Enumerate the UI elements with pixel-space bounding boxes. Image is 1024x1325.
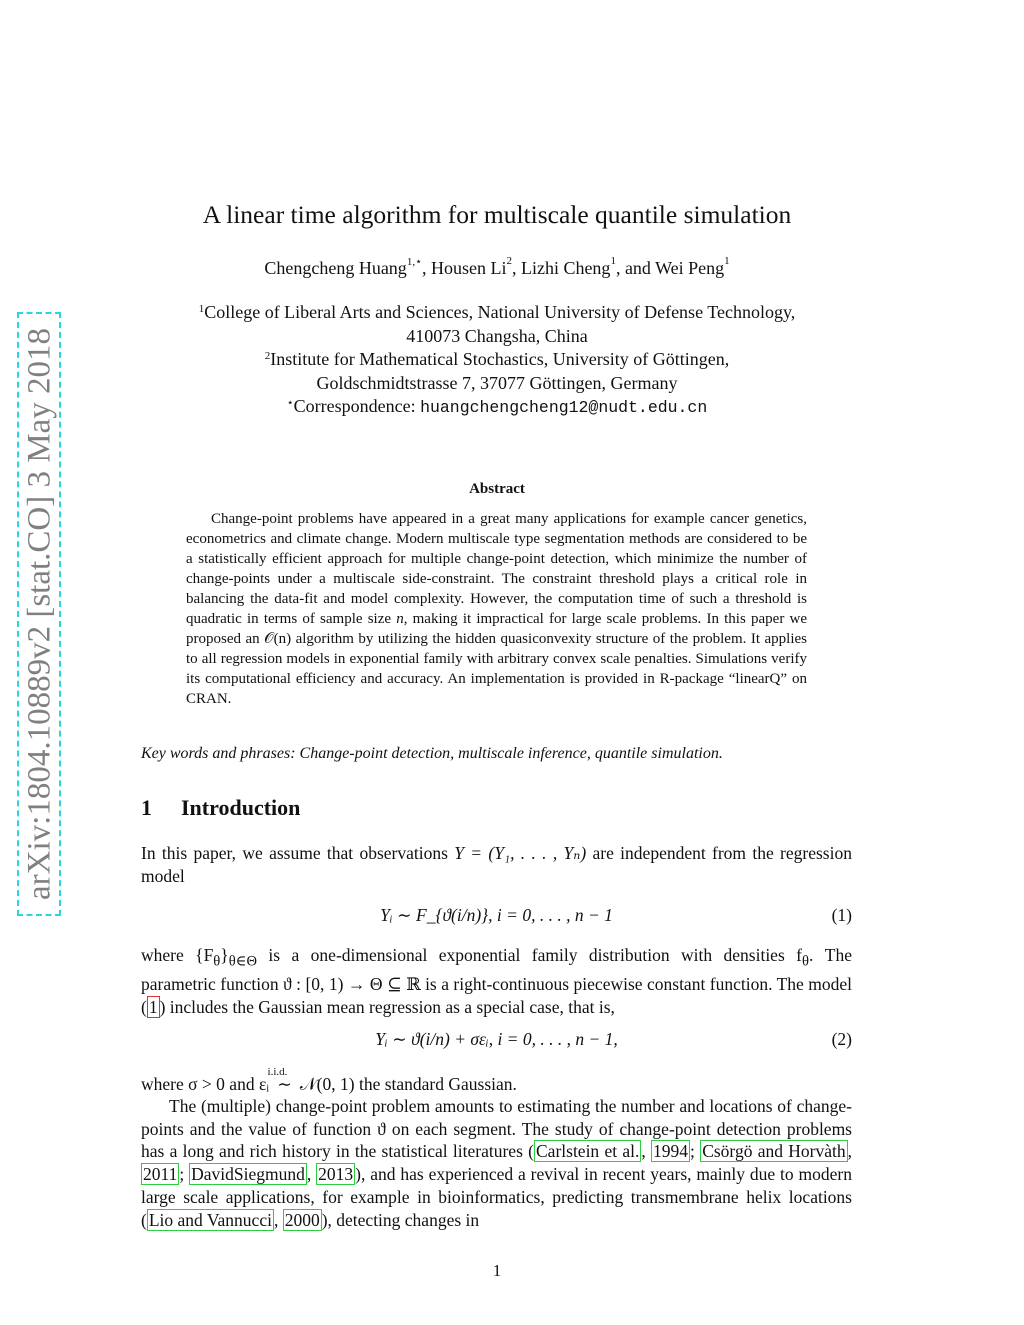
body-text: } xyxy=(220,945,229,965)
page-number: 1 xyxy=(492,1261,502,1280)
body-text: ) includes the Gaussian mean regression as a special case, that is, xyxy=(159,996,615,1017)
math-sub: θ∈Θ xyxy=(228,953,257,970)
body-text: . The parametric function ϑ : [0, 1) → Θ ⊆ ℝ is a right-continuous piecewise constant function. The model ( xyxy=(141,945,852,1017)
body-text: The (multiple) change-point problem amounts to estimating the number and locations of change-points and the value of function ϑ on each segment. The study of change-point detection problems has a long and rich history in the statistical literatures ( xyxy=(141,1096,852,1162)
equation-tag: (1) xyxy=(831,905,852,925)
affil-line: 410073 Changsha, China xyxy=(406,326,588,346)
affiliation-1 xyxy=(0,300,994,348)
author-list xyxy=(0,255,994,279)
intro-paragraph-2 xyxy=(141,944,852,1019)
citation-link[interactable]: 2011 xyxy=(143,1164,178,1185)
author-name: , and Wei Peng xyxy=(615,258,725,278)
affiliation-2 xyxy=(0,347,994,395)
intro-paragraph-3 xyxy=(141,1066,852,1096)
iid-label: i.i.d. xyxy=(267,1066,288,1078)
section-title: Introduction xyxy=(181,795,301,820)
body-text: ), and has experienced a revival in recent years, mainly due to modern large scale applications, for example in bioinformatics, predicting transmembrane helix locations ( xyxy=(141,1164,852,1230)
author-sup: 1 xyxy=(724,255,730,267)
author-sup: 1 xyxy=(610,255,616,267)
correspondence xyxy=(0,394,994,420)
author-name: Chengcheng Huang xyxy=(264,258,407,278)
author-name: , Lizhi Cheng xyxy=(511,258,611,278)
body-text: 𝒩(0, 1) the standard Gaussian. xyxy=(295,1074,517,1094)
equation-tag: (2) xyxy=(831,1029,852,1049)
citation-link[interactable]: Csörgö and Horvàth xyxy=(702,1141,846,1162)
tilde-symbol: ∼ xyxy=(277,1074,292,1094)
keywords: Key words and phrases: Change-point detection, multiscale inference, quantile simulation. xyxy=(141,745,723,762)
abstract-text: algorithm by utilizing the hidden quasiconvexity structure of the problem. It applies to all regression models in exponential family with arbitrary convex scale penalties. Simulations verify its computational efficiency and accuracy. An implementation is provided in R-package “linearQ” on CRAN. xyxy=(186,631,807,707)
affil-sup: 2 xyxy=(264,350,271,362)
citation-link[interactable]: Carlstein et al. xyxy=(536,1141,640,1162)
author-name: , Housen Li xyxy=(421,258,507,278)
citation-link[interactable]: 2000 xyxy=(284,1209,320,1230)
body-text: where σ > 0 and εᵢ xyxy=(141,1074,274,1094)
author-sup: 1,⋆ xyxy=(406,256,422,268)
body-text: , xyxy=(273,1209,283,1230)
abstract-text: Change-point problems have appeared in a great many applications for example cancer genetics, econometrics and climate change. Modern multiscale type segmentation methods are considered to be a statistically efficient approach for multiple change-point detection, which minimize the number of change-points under a multiscale side-constraint. The constraint threshold plays a critical role in balancing the data-fit and model complexity. However, the computation time of such a threshold is quadratic in terms of sample size xyxy=(186,511,807,627)
body-text: ), detecting changes in xyxy=(321,1209,480,1230)
equation-body: Yᵢ ∼ F_{ϑ(i/n)}, i = 0, . . . , n − 1 xyxy=(380,905,613,925)
body-text: ; xyxy=(690,1141,701,1162)
equation-ref-link[interactable]: 1 xyxy=(148,996,158,1017)
body-text: are independent from the regression model xyxy=(141,843,852,886)
citation-link[interactable]: 2013 xyxy=(318,1164,354,1185)
section-number: 1 xyxy=(141,795,152,820)
body-text: is a one-dimensional exponential family distribution with densities f xyxy=(257,945,802,965)
intro-paragraph-4 xyxy=(141,1095,852,1231)
abstract-body xyxy=(186,509,807,709)
affil-sup: 1 xyxy=(198,303,205,315)
author-sup: 2 xyxy=(506,255,512,267)
section-heading xyxy=(141,795,300,821)
affil-line: College of Liberal Arts and Sciences, National University of Defense Technology, xyxy=(204,302,796,322)
body-text: , xyxy=(641,1141,652,1162)
math-n: n xyxy=(396,611,404,627)
affil-line: Goldschmidtstrasse 7, 37077 Göttingen, Germany xyxy=(316,373,678,393)
corr-email[interactable]: huangchengcheng12@nudt.edu.cn xyxy=(420,398,708,417)
body-text: , xyxy=(847,1141,852,1162)
citation-link[interactable]: Lio and Vannucci xyxy=(148,1209,272,1230)
body-text: where {F xyxy=(141,945,214,965)
body-text: In this paper, we assume that observations xyxy=(141,843,455,863)
abstract-text: , making it impractical for large scale problems. In this paper we proposed an xyxy=(186,611,807,647)
citation-link[interactable]: DavidSiegmund xyxy=(191,1164,305,1185)
arxiv-stamp: arXiv:1804.10889v2 [stat.CO] 3 May 2018 xyxy=(21,328,58,900)
math-sub: θ xyxy=(213,953,221,970)
body-text: , xyxy=(306,1164,317,1185)
equation-body: Yᵢ ∼ ϑ(i/n) + σεᵢ, i = 0, . . . , n − 1, xyxy=(375,1029,618,1049)
body-text: ; xyxy=(179,1164,190,1185)
intro-paragraph-1 xyxy=(141,842,852,887)
citation-link[interactable]: 1994 xyxy=(653,1141,689,1162)
math-inline: Y = (Y₁, . . . , Yₙ) xyxy=(454,843,587,863)
paper-title: A linear time algorithm for multiscale quantile simulation xyxy=(202,200,792,229)
abstract-heading: Abstract xyxy=(469,481,525,497)
corr-sup: ⋆ xyxy=(286,397,294,409)
affil-line: Institute for Mathematical Stochastics, University of Göttingen, xyxy=(270,349,730,369)
math-sub: θ xyxy=(802,953,809,970)
corr-label: Correspondence: xyxy=(293,396,421,416)
math-order: 𝒪(n) xyxy=(264,631,292,647)
